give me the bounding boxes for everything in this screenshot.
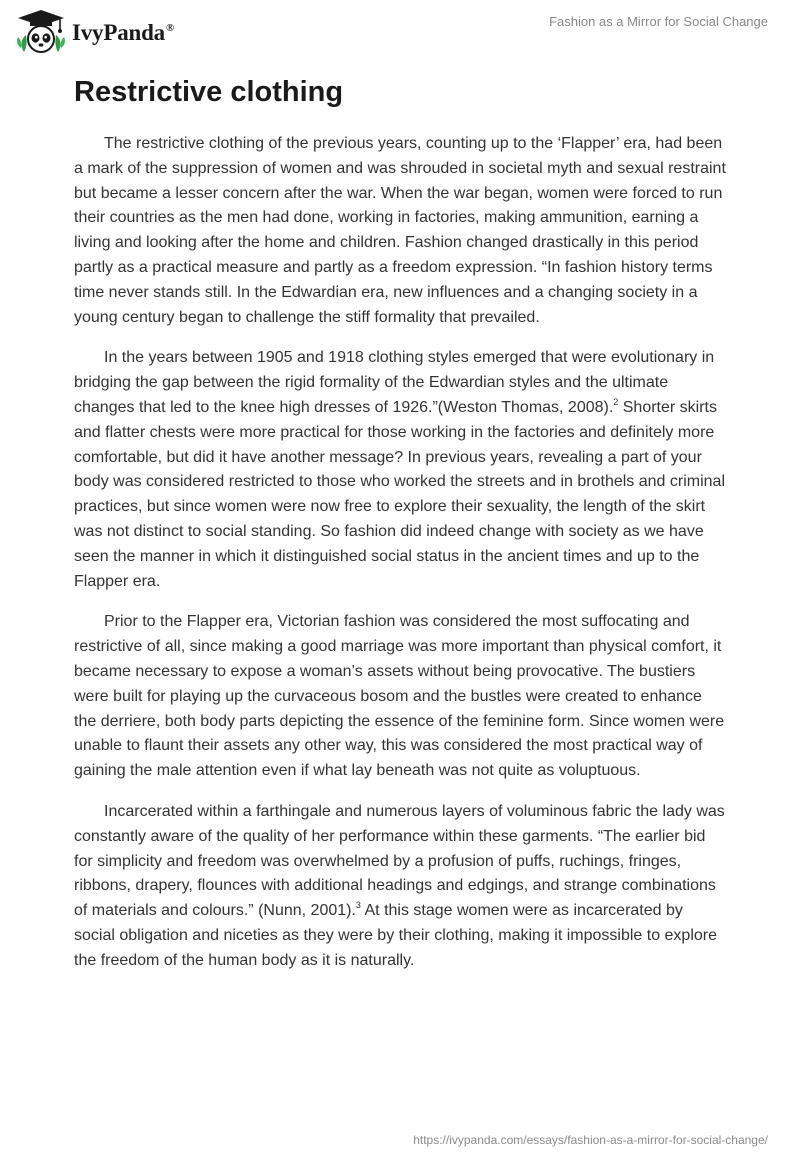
footnote-ref-2[interactable]: 2: [613, 396, 619, 407]
footnote-ref-3[interactable]: 3: [355, 900, 361, 911]
paragraph-1: The restrictive clothing of the previous years, counting up to the ‘Flapper’ era, had been a mark of the suppression of women and was shrouded in societal myth and sexual restraint but became a lesser concern after the war. When the war began, women were forced to run their countries as the men had done, working in factories, making ammunition, earning a living and looking after the home and children. Fashion changed drastically in this period partly as a practical measure and partly as a freedom expression. “In fashion history terms time never stands still. In the Edwardian era, new influences and a changing society in a young century began to challenge the stiff formality that prevailed.: [74, 135, 726, 326]
section-heading: Restrictive clothing: [74, 76, 344, 108]
paragraph-2: [74, 346, 728, 594]
paragraph-4-text-a: Incarcerated within a farthingale and numerous layers of voluminous fabric the lady was constantly aware of the quality of her performance within these garments. “The earlier bid for simplicity and freedom was overwhelmed by a profusion of puffs, ruchings, fringes, ribbons, drapery, flounces with additional headings and edgings, and strange combinations of materials and colours.” (Nunn, 2001).: [74, 802, 725, 920]
page-header: [0, 0, 800, 60]
paragraph-4-text-b: At this stage women were as incarcerated by social obligation and niceties as they were by their clothing, making it impossible to explore the freedom of the human body as it is naturally.: [74, 902, 718, 969]
article-body: [74, 70, 728, 974]
paragraph-2-text-b: Shorter skirts and flatter chests were more practical for those working in the factories and definitely more comfortable, but did it have another message? In previous years, revealing a part of your body was considered restricted to those who worked the streets and in brothels and criminal practices, but since women were now free to explore their sexuality, the length of the skirt was not distinct to social standing. So fashion did indeed change with society as we have seen the manner in which it distinguished social status in the ancient times and up to the Flapper era.: [74, 398, 726, 590]
paragraph-2-text-a: In the years between 1905 and 1918 clothing styles emerged that were evolutionary in bridging the gap between the rigid formality of the Edwardian styles and the ultimate changes that led to the knee high dresses of 1926.”(Weston Thomas, 2008).: [74, 349, 715, 416]
registered-mark: ®: [165, 22, 175, 35]
document-title: Fashion as a Mirror for Social Change: [549, 14, 768, 29]
brand-name: IvyPanda®: [72, 20, 175, 45]
ivypanda-logo[interactable]: [14, 8, 174, 54]
panda-graduate-icon: [14, 8, 68, 54]
paragraph-3: Prior to the Flapper era, Victorian fashion was considered the most suffocating and restrictive of all, since making a good marriage was more important than physical comfort, it became necessary to expose a woman’s assets without being provocative. The bustiers were built for playing up the curvaceous bosom and the bustles were created to enhance the derriere, both body parts depicting the essence of the feminine form. Since women were unable to flaunt their assets any other way, this was considered the most practical way of gaining the male attention even if what lay beneath was not quite as voluptuous.: [74, 613, 725, 780]
paragraph-4: [74, 800, 728, 974]
source-url[interactable]: https://ivypanda.com/essays/fashion-as-a-mirror-for-social-change/: [413, 1133, 768, 1147]
